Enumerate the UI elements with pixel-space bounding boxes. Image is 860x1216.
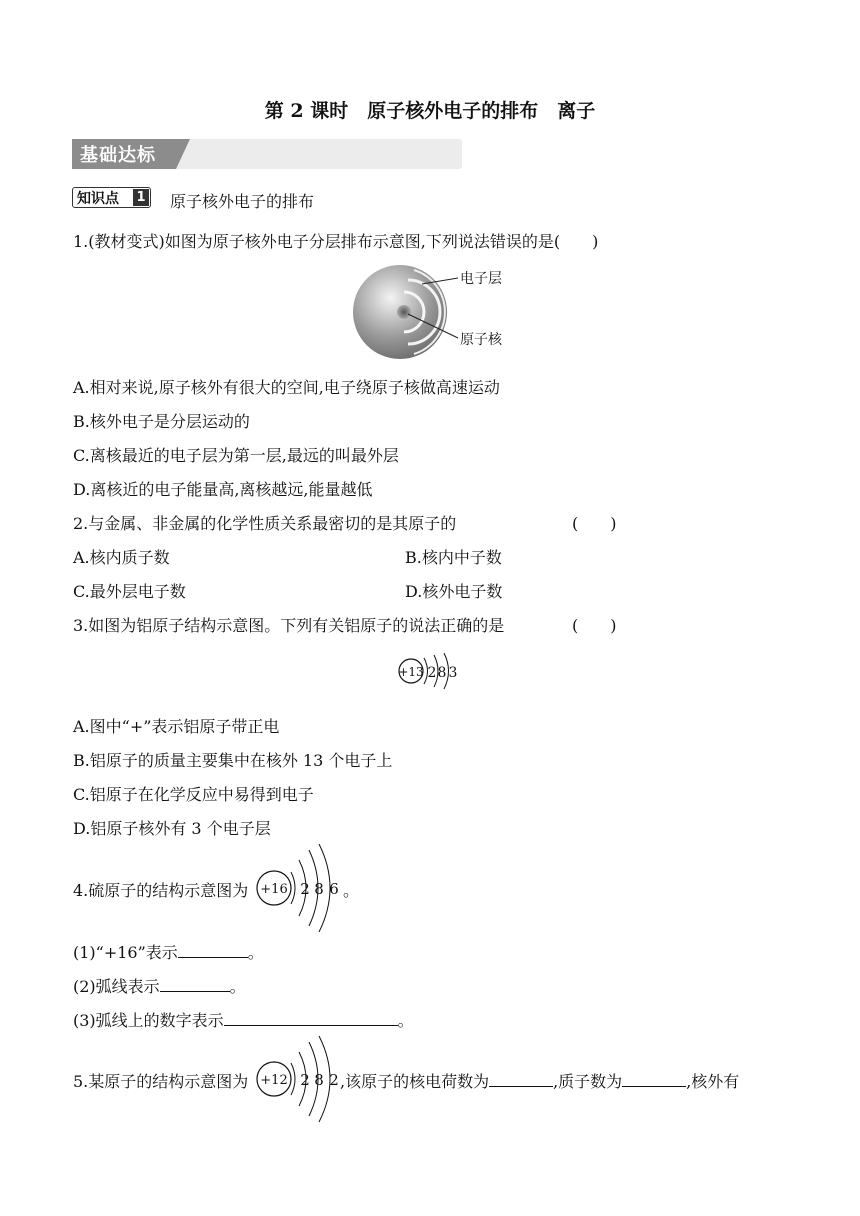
shell-label: 电子层 (460, 271, 502, 287)
knowledge-point-text: 原子核外电子的排布 (170, 192, 315, 211)
q3-option-c: C.铝原子在化学反应中易得到电子 (73, 785, 314, 804)
atom-nucleus (397, 305, 411, 319)
shell-1-count: 2 (427, 665, 437, 681)
nucleus-charge: +12 (260, 1073, 288, 1088)
answer-blank[interactable] (489, 1070, 553, 1087)
shell-3-count: 2 (329, 1071, 339, 1089)
shell-1-count: 2 (300, 1071, 310, 1089)
q4-sub-2-label: (2)弧线表示 (73, 977, 160, 996)
section-banner-label: 基础达标 (80, 145, 156, 166)
q2-option-b: B.核内中子数 (405, 548, 502, 567)
q1-option-c: C.离核最近的电子层为第一层,最远的叫最外层 (73, 446, 399, 465)
knowledge-point-number: 1 (133, 189, 149, 206)
q4-sub-3 (73, 1008, 414, 1031)
q2-answer-paren: ( ) (572, 514, 617, 533)
q3-stem: 3.如图为铝原子结构示意图。下列有关铝原子的说法正确的是 (73, 616, 505, 635)
q3-option-d: D.铝原子核外有 3 个电子层 (73, 819, 271, 838)
q1-stem: 1.(教材变式)如图为原子核外电子分层排布示意图,下列说法错误的是( ) (73, 232, 599, 251)
nucleus-charge: +16 (260, 882, 288, 897)
nucleus-charge: +13 (398, 665, 424, 679)
q4-sub-1-end: 。 (247, 943, 264, 962)
aluminum-atom-diagram (396, 650, 470, 692)
nucleus-label: 原子核 (460, 332, 502, 348)
shell-2-count: 8 (314, 880, 324, 898)
atom-12-diagram (255, 1034, 345, 1126)
answer-blank[interactable] (622, 1070, 686, 1087)
q2-option-a: A.核内质子数 (73, 548, 170, 567)
q4-sub-1-label: (1)“+16”表示 (73, 943, 178, 962)
q2-stem: 2.与金属、非金属的化学性质关系最密切的是其原子的 (73, 514, 457, 533)
q4-sub-3-label: (3)弧线上的数字表示 (73, 1011, 224, 1030)
q4-sub-2-end: 。 (229, 977, 246, 996)
q5-stem-prefix: 5.某原子的结构示意图为 (73, 1072, 249, 1091)
q1-option-b: B.核外电子是分层运动的 (73, 412, 250, 431)
answer-blank[interactable] (178, 941, 248, 958)
q5-text-2: ,质子数为 (553, 1072, 623, 1091)
q1-option-a: A.相对来说,原子核外有很大的空间,电子绕原子核做高速运动 (73, 378, 500, 397)
sulfur-atom-diagram (255, 842, 345, 936)
shell-2-count: 8 (437, 665, 447, 681)
q2-option-d: D.核外电子数 (405, 582, 503, 601)
shell-1-count: 2 (300, 880, 310, 898)
answer-blank[interactable] (224, 1009, 398, 1026)
shell-2-count: 8 (314, 1071, 324, 1089)
q3-option-a: A.图中“+”表示铝原子带正电 (73, 717, 280, 736)
q4-stem-prefix: 4.硫原子的结构示意图为 (73, 881, 249, 900)
q5-text-3: ,核外有 (686, 1072, 740, 1091)
q5-text-1: ,该原子的核电荷数为 (340, 1072, 490, 1091)
q3-option-b: B.铝原子的质量主要集中在核外 13 个电子上 (73, 751, 393, 770)
q2-option-c: C.最外层电子数 (73, 582, 186, 601)
answer-blank[interactable] (160, 975, 230, 992)
knowledge-point-label: 知识点 (77, 191, 119, 207)
shell-3-count: 3 (448, 665, 458, 681)
q1-option-d: D.离核近的电子能量高,离核越远,能量越低 (73, 480, 373, 499)
q3-answer-paren: ( ) (572, 616, 617, 635)
q5-stem-rest (340, 1069, 739, 1092)
shell-3-count: 6 (329, 880, 339, 898)
q4-stem-suffix: 。 (343, 881, 360, 900)
page-title: 第 2 课时 原子核外电子的排布 离子 (264, 100, 596, 122)
atom-shell-figure (340, 262, 520, 362)
q4-sub-3-end: 。 (397, 1011, 414, 1030)
q4-sub-2 (73, 974, 246, 997)
q4-sub-1 (73, 940, 264, 963)
